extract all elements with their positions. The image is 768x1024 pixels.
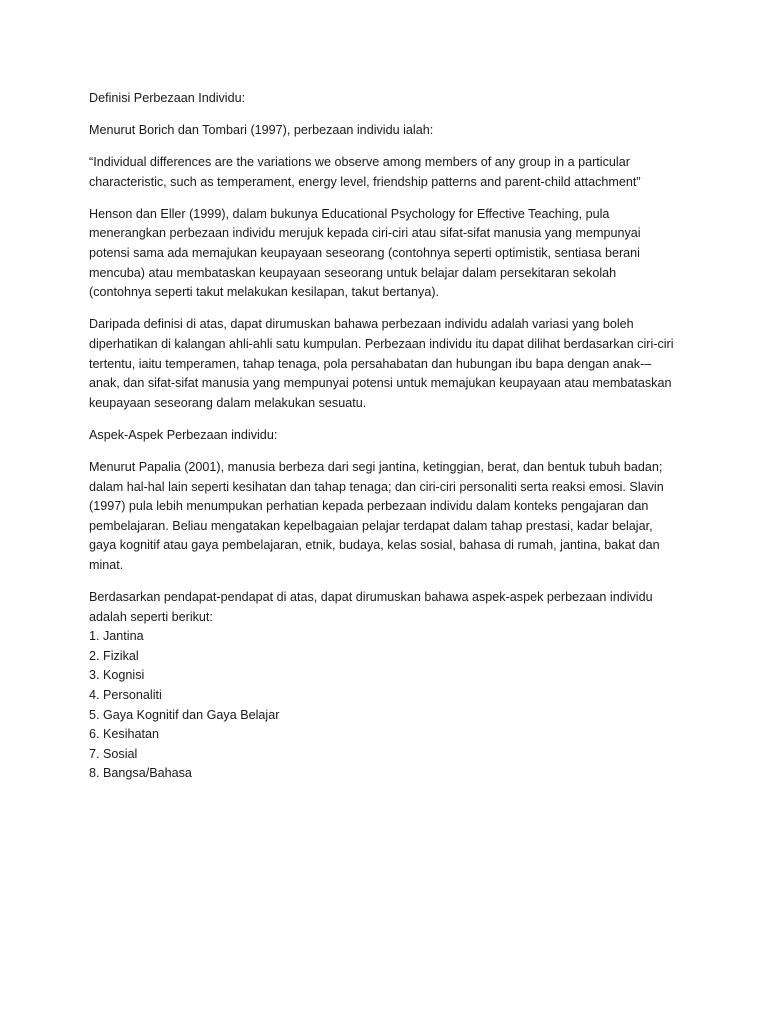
heading-aspek: Aspek-Aspek Perbezaan individu: [89, 427, 278, 442]
document-body [89, 89, 679, 784]
paragraph-papalia: Menurut Papalia (2001), manusia berbeza dari segi jantina, ketinggian, berat, dan bentuk tubuh badan; dalam hal-hal lain seperti kesihatan dan tahap tenaga; dan ciri-ciri personaliti serta reaksi emosi. Slavin (1997) pula lebih menumpukan perhatian kepada perbezaan individu dalam konteks pengajaran dan pembelajaran. Beliau mengatakan kepelbagaian pelajar terdapat dalam tahap prestasi, kadar belajar, gaya kognitif atau gaya pembelajaran, etnik, budaya, kelas sosial, bahasa di rumah, jantina, bakat dan minat. [89, 459, 664, 572]
aspect-list [89, 627, 679, 784]
list-item: 4. Personaliti [89, 687, 162, 702]
list-item: 8. Bangsa/Bahasa [89, 766, 192, 781]
paragraph-quote: “Individual differences are the variations we observe among members of any group in a particular characteristic, such as temperament, energy level, friendship patterns and parent-child attachment” [89, 155, 641, 189]
paragraph-borich: Menurut Borich dan Tombari (1997), perbezaan individu ialah: [89, 123, 434, 138]
list-item: 6. Kesihatan [89, 727, 160, 742]
list-item: 2. Fizikal [89, 648, 139, 663]
list-item: 7. Sosial [89, 746, 138, 761]
list-item: 3. Kognisi [89, 668, 145, 683]
list-item: 5. Gaya Kognitif dan Gaya Belajar [89, 707, 280, 722]
heading-definition: Definisi Perbezaan Individu: [89, 91, 246, 105]
paragraph-henson: Henson dan Eller (1999), dalam bukunya Educational Psychology for Effective Teaching, pula menerangkan perbezaan individu merujuk kepada ciri-ciri atau sifat-sifat manusia yang mempunyai potensi sama ada memajukan keupayaan seseorang (contohnya seperti optimistik, sentiasa berani mencuba) atau membataskan keupayaan seseorang untuk belajar dalam persekitaran sekolah (contohnya seperti takut melakukan kesilapan, takut bertanya). [89, 206, 641, 300]
paragraph-daripada: Daripada definisi di atas, dapat dirumuskan bahawa perbezaan individu adalah variasi yang boleh diperhatikan di kalangan ahli-ahli satu kumpulan. Perbezaan individu itu dapat dilihat berdasarkan ciri-ciri tertentu, iaitu temperamen, tahap tenaga, pola persahabatan dan hubungan ibu bapa dengan anak-–anak, dan sifat-sifat manusia yang mempunyai potensi untuk memajukan keupayaan atau membataskan keupayaan seseorang dalam melakukan sesuatu. [89, 317, 674, 410]
paragraph-berdasarkan: Berdasarkan pendapat-pendapat di atas, dapat dirumuskan bahawa aspek-aspek perbezaan individu adalah seperti berikut: [89, 589, 653, 624]
list-item: 1. Jantina [89, 629, 144, 644]
